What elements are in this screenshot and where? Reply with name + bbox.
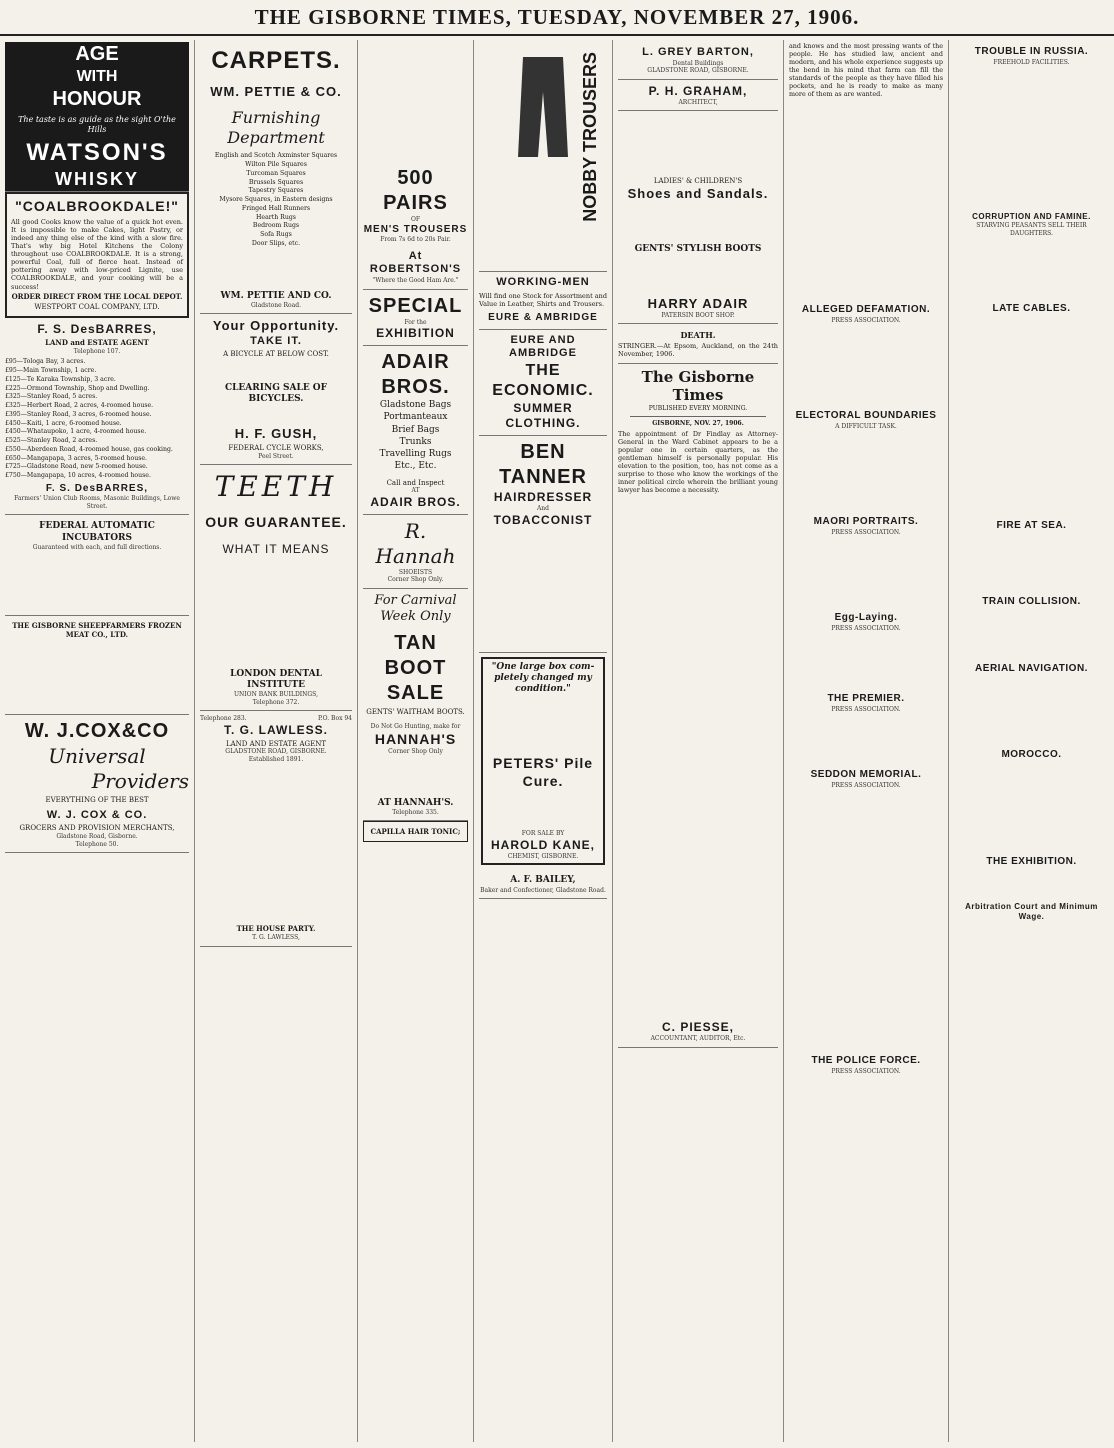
cox-grocers: GROCERS AND PROVISION MERCHANTS, [19,824,175,833]
filler-text-block [954,68,1109,208]
tanner-trade: HAIRDRESSER [493,490,593,504]
trousers-kind: MEN'S TROUSERS [363,223,468,235]
hannah-corner: Corner Shop Only. [387,576,444,584]
watson-line3: HONOUR [52,88,142,111]
column-7 [949,40,1114,1442]
cables-row [954,42,1109,922]
listing: £325—Stanley Road, 5 acres. [5,393,98,401]
adair-at: AT [411,487,420,495]
bailey-name: A. F. BAILEY, [510,875,576,886]
shoes-sub: LADIES' & CHILDREN'S [653,177,743,186]
piesse-name: C. PIESSE, [661,1020,735,1034]
section-sub: FREEHOLD FACILITIES. [993,58,1070,66]
opportunity-ad [200,314,352,465]
property-listings [5,358,189,480]
carpet-item: Door Slips, etc. [251,239,301,247]
piesse-title: ACCOUNTANT, AUDITOR, Etc. [650,1035,746,1042]
working-men-body: Will find one Stock for Assortment and Value in Leather, Shirts and Trousers. [479,291,607,308]
section-head: Arbitration Court and Minimum Wage. [965,902,1098,921]
filler-text-block [200,359,352,381]
filler-text-block [954,762,1109,852]
section-head: TROUBLE IN RUSSIA. [974,46,1089,57]
lawless-title: LAND AND ESTATE AGENT [225,739,327,748]
carpets-footer: WM. PETTIE AND CO. [220,290,332,301]
opportunity-head: Your Opportunity. [212,318,340,334]
watson-line2: WITH [76,68,118,86]
death-notice [618,324,778,363]
working-men-ad [479,272,607,330]
listing: £125—Te Karaka Township, 3 acre. [5,375,116,383]
hannah-ad [363,515,468,589]
section-head: ALLEGED DEFAMATION. [801,304,931,315]
carpets-ad [200,42,352,314]
filler-text-block [363,756,468,796]
coalbrookdale-ad [5,192,189,318]
lawless-tel: Telephone 283. [200,715,247,722]
lawless-ad [200,711,352,947]
section-head: THE POLICE FORCE. [811,1055,921,1066]
kane-title: CHEMIST, GISBORNE. [507,852,579,860]
kane-name: HAROLD KANE, [491,837,595,852]
section-head: THE PREMIER. [827,693,905,704]
carnival-corner: Corner Shop Only [388,748,443,755]
column-5 [613,40,784,1442]
filler-text-block [789,432,943,512]
barton-addr: GLADSTONE ROAD, GISBORNE. [647,67,749,75]
watson-line5: WHISKY [55,169,139,190]
eure-eco: THE ECONOMIC. [492,362,594,399]
paper-title: The Gisborne Times [641,367,755,405]
listing: £550—Aberdeen Road, 4-roomed house, gas cooking. [5,445,173,453]
adair-item: Etc., Etc. [394,461,437,472]
desbarres-tel: Telephone 107. [73,347,121,355]
listing: £450—Kaiti, 1 acre, 6-roomed house. [5,419,122,427]
carnival-ad [363,589,468,822]
adair-ad [363,346,468,515]
carpet-item: Tapestry Squares [248,187,304,195]
death-body: STRINGER.—At Epsom, Auckland, on the 24th November, 1906. [618,342,778,359]
editorial-continued: and knows and the most pressing wants of the people. He has studied law, ancient and modern, and his whole experience suggests up the bend in his mind that farm can fill the standards of the people as they have filled his pockets, and he is ready to make as many more of them as are wanted. [789,42,943,98]
trousers-num: 500 PAIRS [383,167,448,214]
filler-text-block [618,115,778,175]
carpet-item: Turcoman Squares [246,169,306,177]
lawless-contact [200,715,352,723]
special-for: For the [404,318,427,326]
section-sub: PRESS ASSOCIATION. [831,781,901,789]
carnival-at: AT HANNAH'S. [377,797,454,808]
cox-universal: Universal [48,743,146,768]
filler-text-block [479,528,607,648]
section-sub: A DIFFICULT TASK. [835,422,897,430]
trousers-illustration [513,52,573,162]
column-3 [358,40,474,1442]
desbarres2-title: Farmers' Union Club Rooms, Masonic Buildings, Lowe Street. [14,495,180,510]
teeth-tel: Telephone 372. [252,698,300,706]
listing: £225—Ormond Township, Shop and Dwelling. [5,384,150,392]
desbarres-title: LAND and ESTATE AGENT [45,338,149,348]
carpet-item: Brussels Squares [248,178,304,186]
carpets-dept: Furnishing Department [227,108,325,148]
carpets-head: CARPETS. [211,47,341,74]
adair-item: Brief Bags [391,424,440,435]
hannah-shoe: SHOEISTS [398,568,433,576]
graham-ad [618,80,778,112]
filler-text-block [5,640,189,710]
filler-text-block [618,202,778,242]
lawless2-name: T. G. LAWLESS, [252,934,300,941]
harry-adair-head: HARRY ADAIR [647,295,749,311]
teeth-addr: UNION BANK BUILDINGS, [234,691,318,698]
section-head: THE EXHIBITION. [986,855,1077,867]
sheepfarmers-ad [5,616,189,715]
watsons-whisky-ad [5,42,189,192]
carpet-item: Mysore Squares, in Eastern designs [219,196,333,203]
nobby-vertical: NOBBY TROUSERS [579,52,600,222]
cox-ad [5,715,189,853]
listing: £395—Stanley Road, 3 acres, 6-roomed house. [5,410,152,418]
section-head: CORRUPTION AND FAMINE. [972,212,1091,221]
filler-text-block [789,100,943,300]
carpet-item: Fringed Hall Runners [241,204,311,212]
editorial-lead: The appointment of Dr Findlay as Attorney-General in the Ward Cabinet appears to be a popular one in certain quarters, as the gentleman himself is personally popular. His elevation to the position, too, has not come as a surprise to those who know the workings of the inner political circle wherein the brilliant young lawyer has become a necessity. [618,430,778,494]
cox-name: W. J.COX&CO [24,719,170,742]
section-head: ELECTORAL BOUNDARIES [795,410,937,421]
lawless-name: T. G. LAWLESS. [223,722,328,737]
editorial [618,368,778,1017]
listing: £325—Herbert Road, 2 acres, 4-roomed house. [5,402,154,410]
desbarres2-name: F. S. DesBARRES, [45,482,149,494]
robertsons-tag: "Where the Good Ham Are." [372,277,459,284]
filler-text-block [954,675,1109,745]
tanner-ad [479,436,607,653]
cox-everything: EVERYTHING OF THE BEST [45,795,149,804]
adair-name2: ADAIR BROS. [370,494,461,509]
filler-text-block [486,790,600,830]
column-2 [195,40,358,1442]
special-ex: EXHIBITION [376,326,455,340]
filler-text-block [486,695,600,755]
section-head: MOROCCO. [1001,749,1062,760]
paper-date: GISBORNE, NOV. 27, 1906. [652,419,744,427]
filler-text-block [200,249,352,289]
sheepfarmers-head: THE GISBORNE SHEEPFARMERS FROZEN MEAT CO., LTD. [12,621,182,640]
carpet-item: English and Scotch Axminster Squares [214,152,338,160]
federal-incubators-ad [5,515,189,616]
trousers-of: OF [410,216,421,223]
tanner-name: BEN TANNER [499,441,587,488]
nobby-trousers-ad [479,42,607,272]
lawless-box: P.O. Box 94 [317,715,352,722]
filler-text-block [200,406,352,426]
piesse-ad [618,1016,778,1048]
adair-item: Portmanteaux [383,412,448,423]
watson-line1: AGE [75,43,119,66]
coalbrookdale-order: ORDER DIRECT FROM THE LOCAL DEPOT. [11,291,183,301]
section-sub: PRESS ASSOCIATION. [831,1067,901,1075]
shoes-head: Shoes and Sandals. [627,186,769,201]
filler-text-block [618,256,778,296]
graham-name: P. H. GRAHAM, [648,83,748,98]
coalbrookdale-company: WESTPORT COAL COMPANY, LTD. [34,303,160,312]
peters-head: PETERS' Pile Cure. [492,755,594,789]
listing: £95—Main Township, 1 acre. [5,367,97,375]
teeth-institute: LONDON DENTAL INSTITUTE [230,668,322,690]
watson-line4: WATSON'S [26,139,168,167]
opportunity-clear: CLEARING SALE OF BICYCLES. [224,383,328,405]
carpet-item: Hearth Rugs [256,213,296,221]
lawless-est: Established 1891. [248,755,304,763]
listing: £650—Mangapapa, 3 acres, 5-roomed house. [5,454,148,462]
lawless-addr: GLADSTONE ROAD, GISBORNE. [225,748,327,756]
peters-pile-cure-ad [481,657,605,866]
adair-item: Trunks [399,436,432,447]
cox-name2: W. J. COX & CO. [46,808,148,821]
federal-head: FEDERAL AUTOMATIC INCUBATORS [39,521,155,543]
carnival-head: For Carnival Week Only [374,592,457,624]
gush-works: FEDERAL CYCLE WORKS, [228,443,324,452]
cables-left [954,42,1109,922]
opportunity-body: A BICYCLE AT BELOW COST. [223,350,329,359]
teeth-head: TEETH [214,470,338,503]
death-head: DEATH. [680,330,716,341]
filler-text-block [363,46,468,166]
adair-call: Call and Inspect [386,478,445,487]
bailey-ad [479,869,607,899]
peters-quote: "One large box com-pletely changed my condition." [491,661,595,694]
filler-text-block [618,496,778,1016]
section-sub: PRESS ASSOCIATION. [831,624,901,632]
house-party-head: THE HOUSE PARTY. [236,924,316,934]
special-ad [363,290,468,347]
kane-sale: FOR SALE BY [521,830,565,838]
carnival-tan: TAN BOOT [384,632,447,680]
coalbrookdale-head: "COALBROOKDALE!" [15,198,179,214]
opportunity-take: TAKE IT. [250,334,302,347]
section-head: FIRE AT SEA. [996,519,1067,531]
shoes-ad [618,111,778,324]
bailey-title: Baker and Confectioner, Gladstone Road. [480,886,606,894]
filler-text-block [954,239,1109,299]
desbarres-ad [5,318,189,515]
filler-text-block [789,634,943,689]
carpet-item: Bedroom Rugs [252,222,300,230]
coalbrookdale-body: All good Cooks know the value of a quick hot even. It is impossible to make Cakes, light Pastry, or indeed any thing else of the kind with a slow fire. That's why big Hotel Kitchens the Colony throughout use COALBROOKDALE. It is a strong, powerful Coal, full of fierce heat. Instead of pottering away with low-priced Lignite, use COALBROOKDALE, and your cooking will be a success! [11,217,183,291]
column-4 [474,40,613,1442]
filler-text-block [954,609,1109,659]
special-head: SPECIAL [368,294,463,317]
carnival-nohunt: Do Not Go Hunting, make for [370,723,461,730]
eure2-head: EURE & AMBRIDGE [488,312,598,323]
gush-name: H. F. GUSH, [234,425,318,441]
listing: £525—Stanley Road, 2 acres. [5,437,98,445]
section-head: TRAIN COLLISION. [982,596,1081,607]
section-head: MAORI PORTRAITS. [813,516,919,527]
barton-title: Dental Buildings [672,59,724,67]
section-head: LATE CABLES. [992,303,1071,314]
eure-summer: SUMMER CLOTHING. [505,401,581,430]
filler-text-block [954,532,1109,592]
watson-tagline: The taste is as guide as the sight O'the Hills [18,115,176,135]
listing: £750—Mangapapa, 10 acres, 4-roomed house. [5,472,151,480]
column-6 [784,40,949,1442]
gush-addr: Peel Street. [258,452,294,460]
column-1 [0,40,195,1442]
desbarres-name: F. S. DesBARRES, [37,322,157,337]
cox-addr: Gladstone Road, Gisborne. [56,833,138,841]
carnival-hannahs: HANNAH'S [374,730,457,747]
teeth-means: WHAT IT MEANS [222,541,330,556]
carpets-addr: Gladstone Road. [250,301,301,309]
carnival-sub: GENTS' WAITHAM BOOTS. [366,708,465,717]
carnival-sale: SALE [386,682,445,705]
adair-item: Travelling Rugs [379,449,452,459]
hannah-sig: R. Hannah [375,518,456,568]
carpets-list [200,152,352,247]
carpets-firm: WM. PETTIE & CO. [210,84,342,99]
filler-text-block [789,538,943,608]
listing: £725—Gladstone Road, new 5-roomed house. [5,463,148,471]
trousers-ad [363,42,468,290]
listing: £95—Tologa Bay, 3 acres. [5,358,86,366]
cox-providers: Providers [91,768,189,793]
section-sub: PRESS ASSOCIATION. [831,316,901,324]
section-head: SEDDON MEMORIAL. [810,769,922,780]
adair-head: ADAIR BROS. [381,351,450,398]
carnival-tel: Telephone 335. [392,808,439,816]
capilla-head: CAPILLA HAIR TONIC; [370,827,461,837]
boots-head: GENTS' STYLISH BOOTS [634,244,762,255]
filler-text-block [954,316,1109,516]
filler-text-block [200,557,352,667]
teeth-guarantee: OUR GUARANTEE. [205,514,347,530]
federal-sub: Guaranteed with each, and full directions. [32,543,162,551]
section-sub: PRESS ASSOCIATION. [831,528,901,536]
section-sub: PRESS ASSOCIATION. [831,705,901,713]
filler-text-block [789,326,943,406]
eure-ambridge-ad [479,330,607,437]
filler-text-block [789,715,943,765]
filler-text-block [200,763,352,923]
paper-sub: PUBLISHED EVERY MORNING. [648,405,748,412]
cox-tel: Telephone 50. [75,840,119,848]
section-sub: STARVING PEASANTS SELL THEIR DAUGHTERS. [976,222,1087,237]
listing: £450—Whataupoko, 1 acre, 4-roomed house. [5,428,147,436]
section-head: Egg-Laying. [834,612,898,623]
masthead [0,0,1114,36]
filler-text-block [5,551,189,611]
filler-text-block [954,868,1109,898]
filler-text-block [789,791,943,1051]
tanner-tob: TOBACCONIST [493,512,593,527]
barton-ad [618,42,778,80]
capilla-ad [363,821,468,842]
tanner-and: And [536,505,550,512]
barton-name: L. GREY BARTON, [642,46,754,58]
robertsons-name: At ROBERTSON'S [369,249,462,276]
trousers-price: From 7s 6d to 20s Pair. [380,236,451,243]
harry-adair-sub: PATERSIN BOOT SHOP. [661,311,735,319]
graham-title: ARCHITECT, [678,98,718,106]
adair-item: Gladstone Bags [379,400,452,410]
masthead-title: THE GISBORNE TIMES, TUESDAY, NOVEMBER 27, 1906. [254,4,860,29]
section-head: AERIAL NAVIGATION. [975,662,1088,674]
carpet-item: Sofa Rugs [260,231,292,238]
carpet-item: Wilton Pile Squares [245,161,307,168]
working-men-head: WORKING-MEN [496,276,590,288]
eure-head: EURE AND AMBRIDGE [509,333,577,360]
dental-ad [200,465,352,711]
